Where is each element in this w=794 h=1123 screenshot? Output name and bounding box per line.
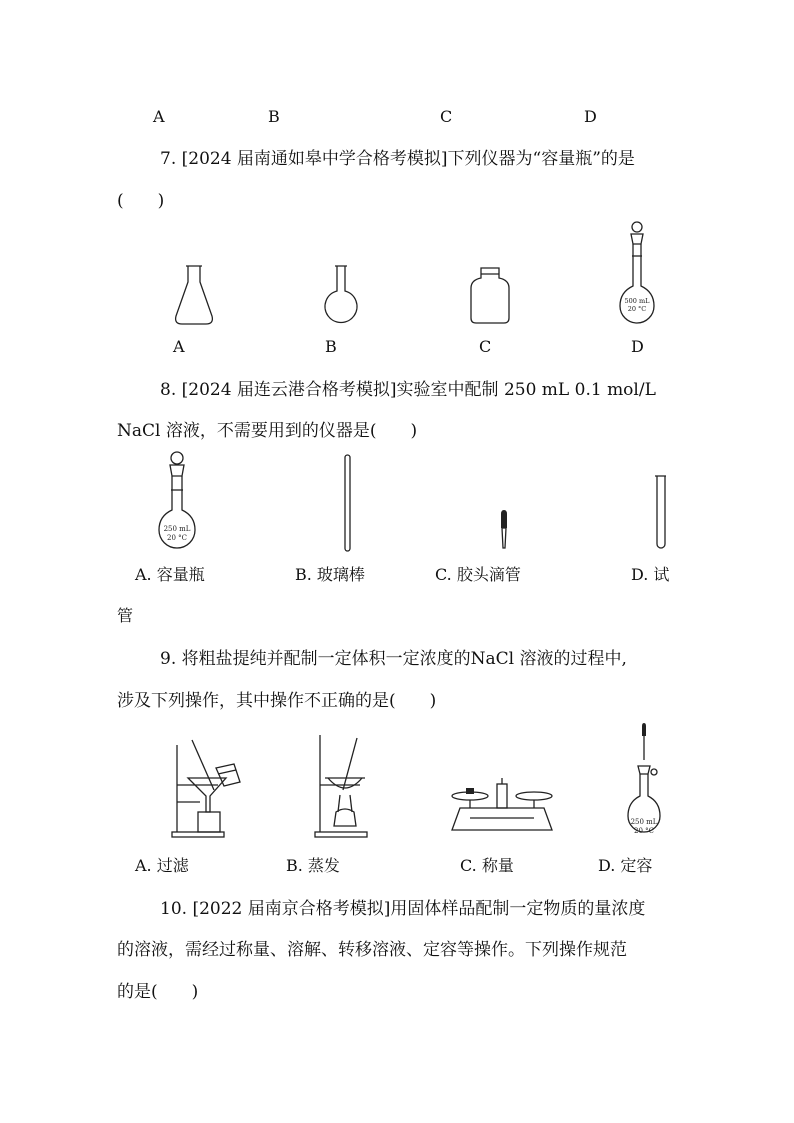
q8-option-c: C. 胶头滴管 bbox=[435, 565, 521, 584]
q7-option-d: D bbox=[631, 337, 644, 356]
q7-answer-paren: ( ) bbox=[117, 191, 165, 211]
q10-stem-line3: 的是( ) bbox=[117, 982, 199, 1002]
q10-stem-line2: 的溶液，需经过称量、溶解、转移溶液、定容等操作。下列操作规范 bbox=[117, 940, 627, 960]
q9-flask-temp-label: 20 °C bbox=[634, 827, 654, 835]
q9-option-d: D. 定容 bbox=[598, 856, 653, 875]
q8-stem-line1: 8. [2024 届连云港合格考模拟]实验室中配制 250 mL 0.1 mol/L bbox=[160, 380, 656, 400]
q8-option-d: D. 试 bbox=[631, 565, 670, 584]
q8-option-a: A. 容量瓶 bbox=[135, 565, 205, 584]
top-option-c: C bbox=[440, 107, 453, 126]
q8-option-d-wrap: 管 bbox=[117, 606, 134, 625]
q9-option-b: B. 蒸发 bbox=[286, 856, 340, 875]
q8-flask-temp-label: 20 °C bbox=[167, 534, 187, 542]
q7-option-a: A bbox=[173, 337, 185, 356]
q9-option-c: C. 称量 bbox=[460, 856, 514, 875]
q7-option-b: B bbox=[325, 337, 337, 356]
q9-stem-line1: 9. 将粗盐提纯并配制一定体积一定浓度的NaCl 溶液的过程中, bbox=[160, 649, 627, 669]
q8-stem-line2: NaCl 溶液，不需要用到的仪器是( ) bbox=[117, 421, 418, 441]
top-option-d: D bbox=[584, 107, 597, 126]
q9-option-a: A. 过滤 bbox=[135, 856, 189, 875]
filtration-apparatus-icon bbox=[172, 740, 240, 837]
evaporation-apparatus-icon bbox=[315, 735, 367, 837]
volumetric-flask-dropper-icon bbox=[628, 723, 660, 835]
q7-stem: 7. [2024 届南通如皋中学合格考模拟]下列仪器为“容量瓶”的是 bbox=[160, 149, 635, 169]
top-option-a: A bbox=[153, 107, 165, 126]
q8-option-b: B. 玻璃棒 bbox=[295, 565, 365, 584]
q7-flask-volume-label: 500 mL bbox=[624, 297, 650, 305]
q10-stem-line1: 10. [2022 届南京合格考模拟]用固体样品配制一定物质的量浓度 bbox=[160, 899, 646, 919]
q7-flask-temp-label: 20 °C bbox=[627, 305, 647, 313]
q9-flask-volume-label: 250 mL bbox=[630, 818, 658, 826]
top-option-b: B bbox=[268, 107, 280, 126]
q8-flask-volume-label: 250 mL bbox=[163, 525, 191, 533]
balance-scale-icon bbox=[452, 778, 552, 830]
q7-option-c: C bbox=[479, 337, 492, 356]
q9-stem-line2: 涉及下列操作，其中操作不正确的是( ) bbox=[117, 691, 437, 711]
